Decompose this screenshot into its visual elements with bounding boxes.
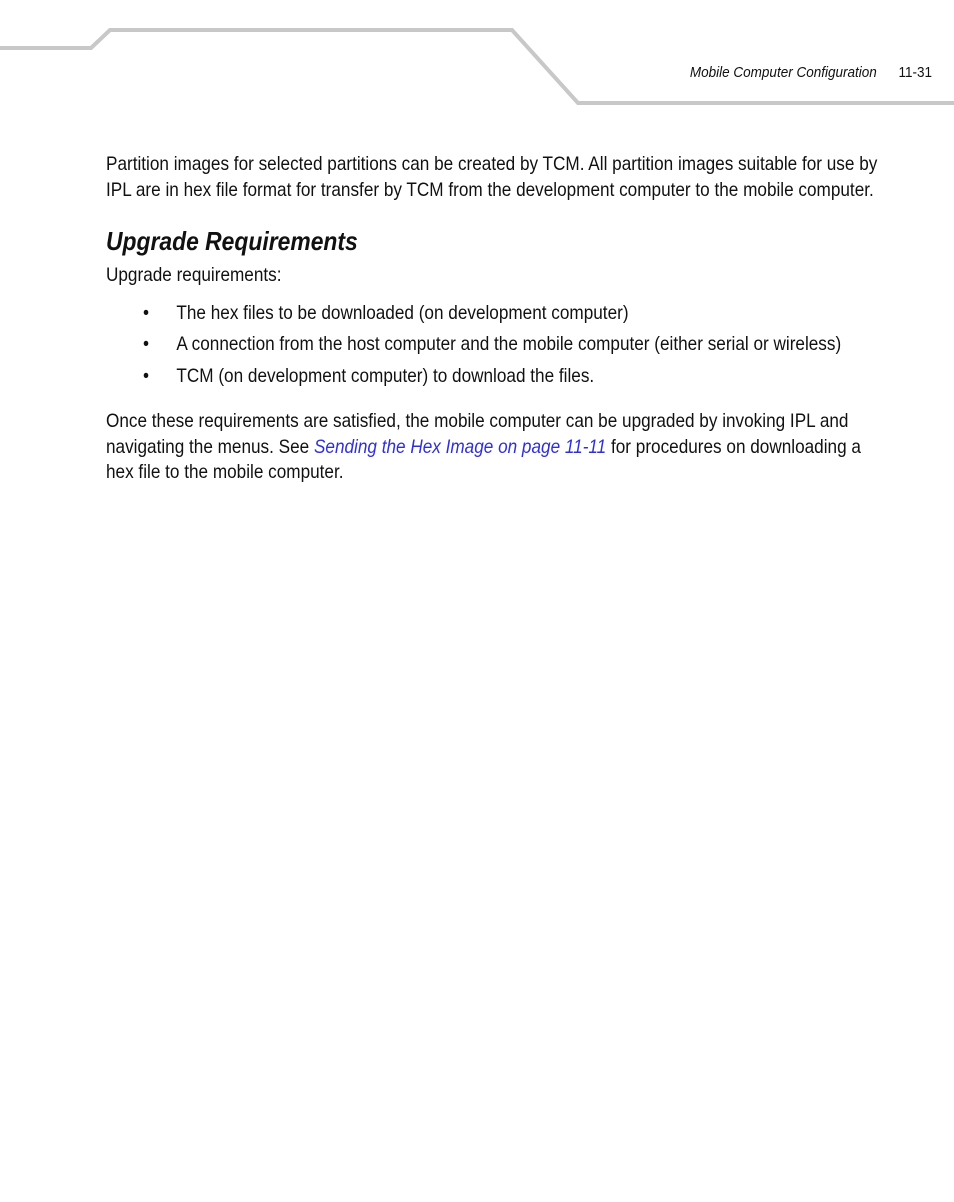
list-item-text: TCM (on development computer) to download the files. xyxy=(176,364,595,387)
intro-paragraph: Partition images for selected partitions can be created by TCM. All partition images suitable for use by IPL are in hex file format for transfer by TCM from the development computer to the mobile computer. xyxy=(106,153,878,201)
cross-reference-link[interactable]: Sending the Hex Image on page 11-11 xyxy=(313,435,607,458)
bullet-icon: • xyxy=(142,364,149,387)
section-heading: Upgrade Requirements xyxy=(106,226,358,256)
closing-paragraph xyxy=(106,409,872,486)
bullet-icon: • xyxy=(142,333,149,355)
list-item xyxy=(106,364,872,390)
list-item-text: A connection from the host computer and the mobile computer (either serial or wireless) xyxy=(176,333,842,355)
list-item-text: The hex files to be downloaded (on development computer) xyxy=(176,301,629,324)
bullet-icon: • xyxy=(142,301,149,324)
list-item xyxy=(106,332,872,358)
requirements-list xyxy=(106,301,872,390)
page-content xyxy=(106,152,878,486)
running-head xyxy=(690,64,932,81)
list-item xyxy=(106,301,872,327)
closing-text-after-link: for procedures on downloading a hex file to the mobile computer. xyxy=(106,435,861,483)
closing-text-before-link: Once these requirements are satisfied, the mobile computer can be upgraded by invoking IPL and navigating the menus. See xyxy=(106,410,849,458)
header-rule-decoration xyxy=(0,0,954,110)
page-number: 11-31 xyxy=(898,64,932,81)
chapter-title: Mobile Computer Configuration xyxy=(689,64,877,81)
lead-in-text: Upgrade requirements: xyxy=(106,264,282,286)
